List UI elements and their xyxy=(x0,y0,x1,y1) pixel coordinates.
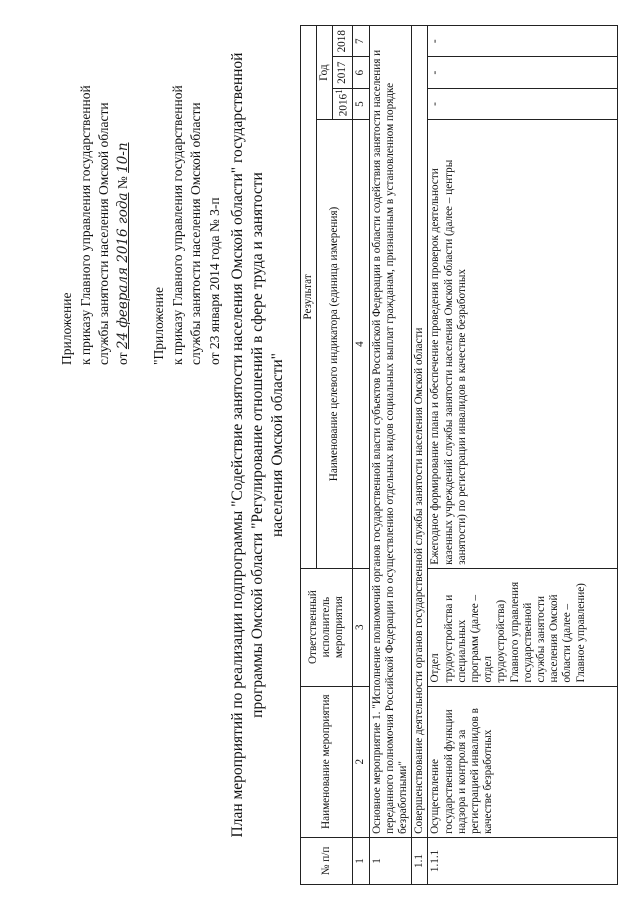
value-2018: - xyxy=(428,26,618,57)
handwritten-date: 24 февраля 2016 года xyxy=(114,192,131,350)
plan-title-line-2: программы Омской области "Регулирование отношений в сфере труда и занятости xyxy=(249,172,266,718)
col-number: 2 xyxy=(353,686,369,837)
handwritten-number: 10-п xyxy=(114,142,131,173)
old-appendix-title: "Приложение xyxy=(151,287,166,365)
header-num: № п/п xyxy=(301,837,353,884)
table-row-1-1-1 xyxy=(428,26,618,885)
header-2017: 2017 xyxy=(333,57,353,88)
col-number: 1 xyxy=(353,837,369,884)
row-num: 1.1.1 xyxy=(428,837,618,884)
header-2016-footnote: 1 xyxy=(335,89,346,94)
section-text: Совершенствование деятельности органов государственной службы занятости населения Омской области xyxy=(412,26,428,838)
plan-table xyxy=(300,25,618,885)
col-number: 6 xyxy=(353,57,369,88)
row-num: 1.1 xyxy=(412,837,428,884)
header-year: Год xyxy=(317,26,333,120)
appendix-line-3 xyxy=(114,25,133,365)
appendix-block-new xyxy=(58,25,224,365)
table-row-main-activity xyxy=(369,26,412,885)
old-appendix-line-2: службы занятости населения Омской области xyxy=(188,102,203,365)
row-num: 1 xyxy=(369,837,412,884)
appendix-title: Приложение xyxy=(59,292,74,365)
col-number: 4 xyxy=(353,120,369,569)
plan-title-line-1: План мероприятий по реализации подпрограммы "Содействие занятости населения Омской области" государственной xyxy=(229,52,246,838)
header-indicator: Наименование целевого индикатора (единица измерения) xyxy=(317,120,353,569)
appendix-line-1: к приказу Главного управления государственной xyxy=(77,85,93,365)
col-number: 5 xyxy=(353,88,369,119)
header-name: Наименование мероприятия xyxy=(301,686,353,837)
responsible-executor: Отдел трудоустройства и специальных программ (далее – отдел трудоустройства) Главного управления государственной службы занятости населения Омской области (далее – Главное управление) xyxy=(428,568,618,686)
plan-title xyxy=(228,45,288,845)
value-2017: - xyxy=(428,57,618,88)
number-label: № xyxy=(114,176,130,190)
old-appendix-line-1: к приказу Главного управления государственной xyxy=(169,85,185,365)
header-result: Результат xyxy=(301,26,317,569)
col-number: 3 xyxy=(353,568,369,686)
main-activity-text: Основное мероприятие 1. "Исполнение полномочий органов государственной власти субъектов Российской Федерации в области содействия занятости населения и переданного полномочия Российской Федерации по осуществлению отдельных видов социальных выплат гражданам, признанным в установленном порядке безработными" xyxy=(369,26,412,838)
header-2018: 2018 xyxy=(333,26,353,57)
appendix-line-2: службы занятости населения Омской области xyxy=(96,102,111,365)
table-row-1-1 xyxy=(412,26,428,885)
indicator-name: Ежегодное формирование плана и обеспечение проведения проверок деятельности казенных учреждений службы занятости населения Омской области (далее – центры занятости) по регистрации инвалидов в качестве безработных xyxy=(428,120,618,569)
column-numbers-row xyxy=(353,26,369,885)
appendix-from-label: от xyxy=(114,352,130,365)
value-2016: - xyxy=(428,88,618,119)
plan-title-line-3: населения Омской области" xyxy=(269,352,286,538)
header-2016-value: 2016 xyxy=(338,93,351,117)
old-appendix-line-3: от 23 января 2014 года № 3-п xyxy=(206,197,222,365)
header-responsible: Ответственный исполнитель мероприятия xyxy=(301,568,353,686)
header-2016 xyxy=(333,88,353,119)
col-number: 7 xyxy=(353,26,369,57)
activity-name: Осуществление государственной функции надзора и контроля за регистрацией инвалидов в качестве безработных xyxy=(428,686,618,837)
header-row-1 xyxy=(301,26,317,885)
